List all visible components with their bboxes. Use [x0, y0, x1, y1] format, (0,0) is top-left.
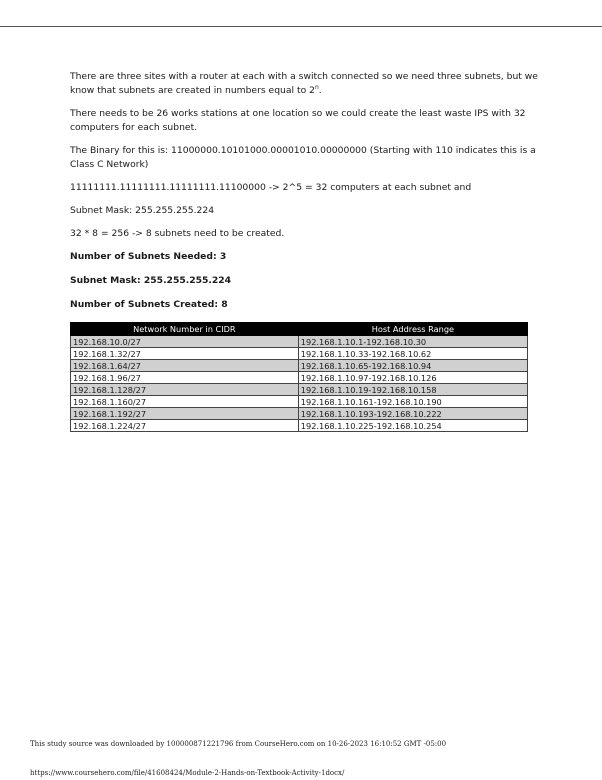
footer-source-note: This study source was downloaded by 100000871221796 from CourseHero.com on 10-26-2023 16:10:52 GMT -05:00: [30, 740, 447, 748]
cell-network: 192.168.1.160/27: [71, 396, 299, 408]
paragraph-mask-binary: 11111111.11111111.11111111.11100000 -> 2^5 = 32 computers at each subnet and: [70, 182, 472, 193]
header-divider: [0, 26, 602, 27]
paragraph-binary: The Binary for this is: 11000000.10101000.00001010.00000000 (Starting with 110 indicates this is a Class C Network): [70, 145, 536, 170]
table-row: [71, 384, 528, 396]
summary-subnets-created: Number of Subnets Created: 8: [70, 299, 228, 310]
cell-network: 192.168.1.192/27: [71, 408, 299, 420]
summary-subnets-needed: Number of Subnets Needed: 3: [70, 251, 227, 262]
cell-host-range: 192.168.1.10.225-192.168.10.254: [298, 420, 527, 432]
cell-host-range: 192.168.1.10.65-192.168.10.94: [298, 360, 527, 372]
document-body: [70, 70, 540, 432]
footer-url-link[interactable]: https://www.coursehero.com/file/41608424/Module-2-Hands-on-Textbook-Activity-1docx/: [30, 769, 345, 777]
header-host-range: Host Address Range: [298, 323, 527, 336]
cell-host-range: 192.168.1.10.193-192.168.10.222: [298, 408, 527, 420]
cell-host-range: 192.168.1.10.1-192.168.10.30: [298, 336, 527, 348]
cell-network: 192.168.1.224/27: [71, 420, 299, 432]
subnet-table: [70, 322, 528, 432]
cell-network: 192.168.10.0/27: [71, 336, 299, 348]
cell-host-range: 192.168.1.10.19-192.168.10.158: [298, 384, 527, 396]
paragraph-workstations: There needs to be 26 works stations at one location so we could create the least waste IPS with 32 computers for each subnet.: [70, 108, 526, 133]
paragraph-subnet-count: 32 * 8 = 256 -> 8 subnets need to be created.: [70, 228, 285, 239]
table-row: [71, 408, 528, 420]
exponent-n: n: [314, 83, 319, 91]
cell-host-range: 192.168.1.10.97-192.168.10.126: [298, 372, 527, 384]
table-header-row: [71, 323, 528, 336]
table-row: [71, 396, 528, 408]
paragraph-sites-end: .: [318, 85, 322, 96]
table-row: [71, 420, 528, 432]
cell-host-range: 192.168.1.10.161-192.168.10.190: [298, 396, 527, 408]
cell-network: 192.168.1.64/27: [71, 360, 299, 372]
table-row: [71, 336, 528, 348]
header-network-number: Network Number in CIDR: [71, 323, 299, 336]
table-row: [71, 372, 528, 384]
paragraph-sites-text: There are three sites with a router at each with a switch connected so we need three subnets, but we know that subnets are created in numbers equal to 2: [70, 71, 538, 96]
cell-network: 192.168.1.32/27: [71, 348, 299, 360]
summary-subnet-mask: Subnet Mask: 255.255.255.224: [70, 275, 232, 286]
table-row: [71, 348, 528, 360]
paragraph-subnet-mask: Subnet Mask: 255.255.255.224: [70, 205, 215, 216]
cell-host-range: 192.168.1.10.33-192.168.10.62: [298, 348, 527, 360]
cell-network: 192.168.1.96/27: [71, 372, 299, 384]
table-row: [71, 360, 528, 372]
cell-network: 192.168.1.128/27: [71, 384, 299, 396]
paragraph-sites: [70, 70, 540, 98]
